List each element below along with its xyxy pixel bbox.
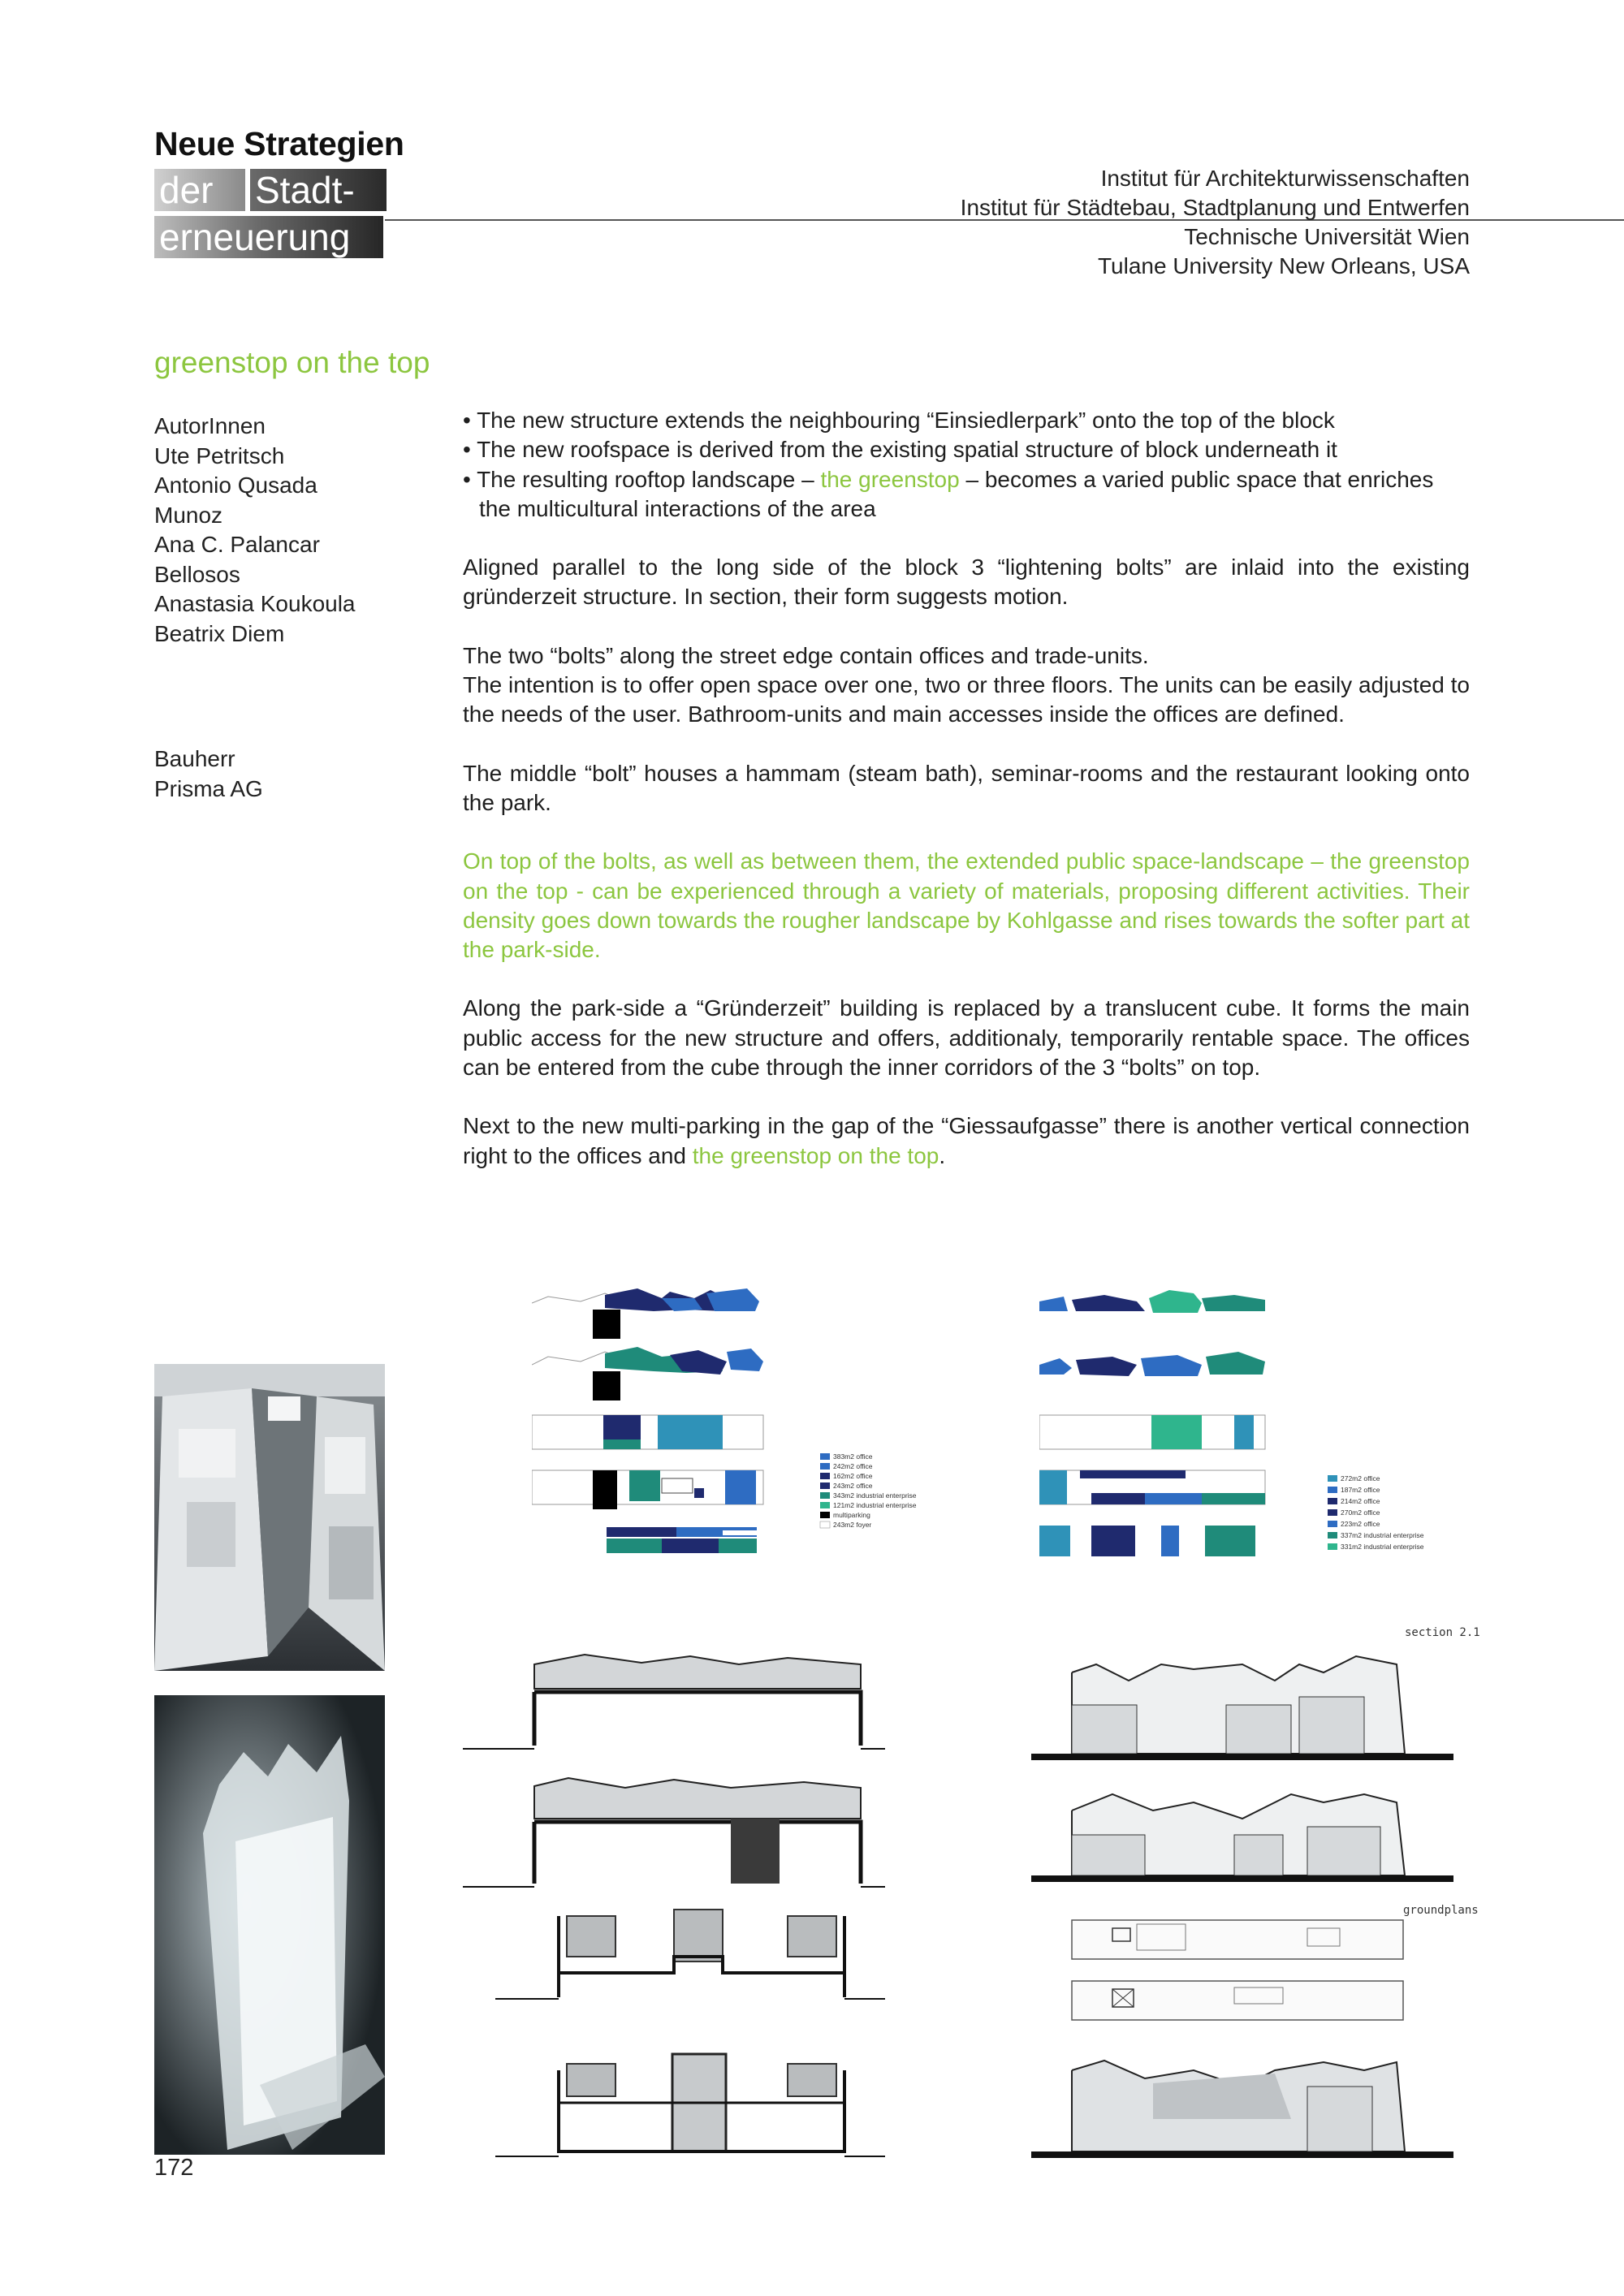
- paragraph-text: Next to the new multi-parking in the gap of the “Giessaufgasse” there is another vertical connection right to the offices and: [463, 1113, 1470, 1168]
- institutions-block: [961, 164, 1470, 281]
- legend-right-item: 270m2 office: [1341, 1508, 1380, 1517]
- paragraph-text: .: [939, 1142, 946, 1168]
- highlight-paragraph: On top of the bolts, as well as between them, the extended public space-landscape – the greenstop on the top - can be experienced through a variety of materials, proposing different activities. Their density goes down towards the rougher landscape by Kohlgasse and rises towards the softer part at the park-side.: [463, 848, 1470, 963]
- author-name: Ana C. Palancar: [154, 532, 320, 557]
- project-description: [463, 406, 1470, 1171]
- paragraph: The two “bolts” along the street edge contain offices and trade-units.: [463, 642, 1149, 668]
- bullet-text: – becomes a varied public space that enriches the multicultural interactions of the area: [479, 466, 1434, 521]
- institution-line: Institut für Städtebau, Stadtplanung und Entwerfen: [960, 195, 1470, 220]
- legend-left-item: 162m2 office: [833, 1472, 873, 1480]
- highlight-text: the greenstop on the top: [692, 1142, 939, 1168]
- legend-right: [1326, 1474, 1464, 1563]
- highlight-text: the greenstop: [820, 466, 960, 492]
- authors-heading: AutorInnen: [154, 413, 266, 438]
- author-name: Anastasia Koukoula: [154, 591, 356, 616]
- groundplans-label: groundplans: [1403, 1904, 1479, 1917]
- legend-right-item: 337m2 industrial enterprise: [1341, 1531, 1424, 1539]
- model-photo-night: [154, 1695, 385, 2155]
- paragraph: The middle “bolt” houses a hammam (steam bath), seminar-rooms and the restaurant looking onto the park.: [463, 760, 1470, 815]
- client-name: Prisma AG: [154, 775, 263, 801]
- paragraph: Aligned parallel to the long side of the block 3 “lightening bolts” are inlaid into the existing gründerzeit structure. In section, their form suggests motion.: [463, 555, 1470, 610]
- bullet-point: • The new structure extends the neighbouring “Einsiedlerpark” onto the top of the block: [463, 408, 1335, 433]
- logo-line-1: Neue Strategien: [154, 125, 404, 162]
- page-number: 172: [154, 2155, 194, 2181]
- bullet-point: [463, 465, 1470, 524]
- sections-left: [463, 1648, 885, 2168]
- project-title: greenstop on the top: [154, 346, 430, 379]
- legend-left-item: 243m2 foyer: [833, 1521, 872, 1529]
- legend-left: [818, 1452, 957, 1549]
- legend-right-item: 272m2 office: [1341, 1474, 1380, 1482]
- legend-right-item: 214m2 office: [1341, 1497, 1380, 1505]
- legend-left-item: 383m2 office: [833, 1452, 873, 1461]
- legend-left-item: 242m2 office: [833, 1462, 873, 1470]
- legend-right-item: 187m2 office: [1341, 1486, 1380, 1494]
- author-name: Munoz: [154, 502, 223, 528]
- section-label: section 2.1: [1405, 1626, 1480, 1639]
- model-photo-aerial: [154, 1364, 385, 1671]
- legend-left-item: multiparking: [833, 1511, 870, 1519]
- paragraph: Along the park-side a “Gründerzeit” building is replaced by a translucent cube. It forms the main public access for the new structure and offers, additionaly, temporarily rentable space. The offices can be entered from the cube through the inner corridors of the 3 “bolts” on top.: [463, 995, 1470, 1081]
- bullet-point: • The new roofspace is derived from the existing spatial structure of block underneath it: [463, 437, 1337, 463]
- bullet-text: • The resulting rooftop landscape –: [463, 466, 821, 492]
- logo-word-erneuerung: erneuerung: [154, 216, 383, 258]
- author-name: Bellosos: [154, 561, 240, 587]
- series-logo: [154, 123, 404, 258]
- institution-line: Tulane University New Orleans, USA: [1097, 253, 1470, 278]
- institution-line: Institut für Architekturwissenschaften: [1100, 166, 1470, 191]
- author-name: Beatrix Diem: [154, 620, 285, 646]
- client-block: [154, 744, 263, 804]
- authors-list: [154, 412, 356, 649]
- unit-diagram-right: [1039, 1287, 1348, 1571]
- client-heading: Bauherr: [154, 746, 235, 771]
- author-name: Ute Petritsch: [154, 442, 285, 468]
- legend-right-item: 223m2 office: [1341, 1520, 1380, 1528]
- legend-left-item: 243m2 office: [833, 1482, 873, 1490]
- legend-left-item: 121m2 industrial enterprise: [833, 1501, 917, 1509]
- legend-left-item: 343m2 industrial enterprise: [833, 1491, 917, 1500]
- institution-line: Technische Universität Wien: [1184, 224, 1470, 249]
- author-name: Antonio Qusada: [154, 473, 317, 498]
- legend-right-item: 331m2 industrial enterprise: [1341, 1543, 1424, 1551]
- paragraph: [463, 1111, 1470, 1171]
- paragraph: The intention is to offer open space over one, two or three floors. The units can be easily adjusted to the needs of the user. Bathroom-units and main accesses inside the offices are defined.: [463, 672, 1470, 727]
- logo-word-der: der: [154, 169, 245, 211]
- logo-word-stadt: Stadt-: [250, 169, 387, 211]
